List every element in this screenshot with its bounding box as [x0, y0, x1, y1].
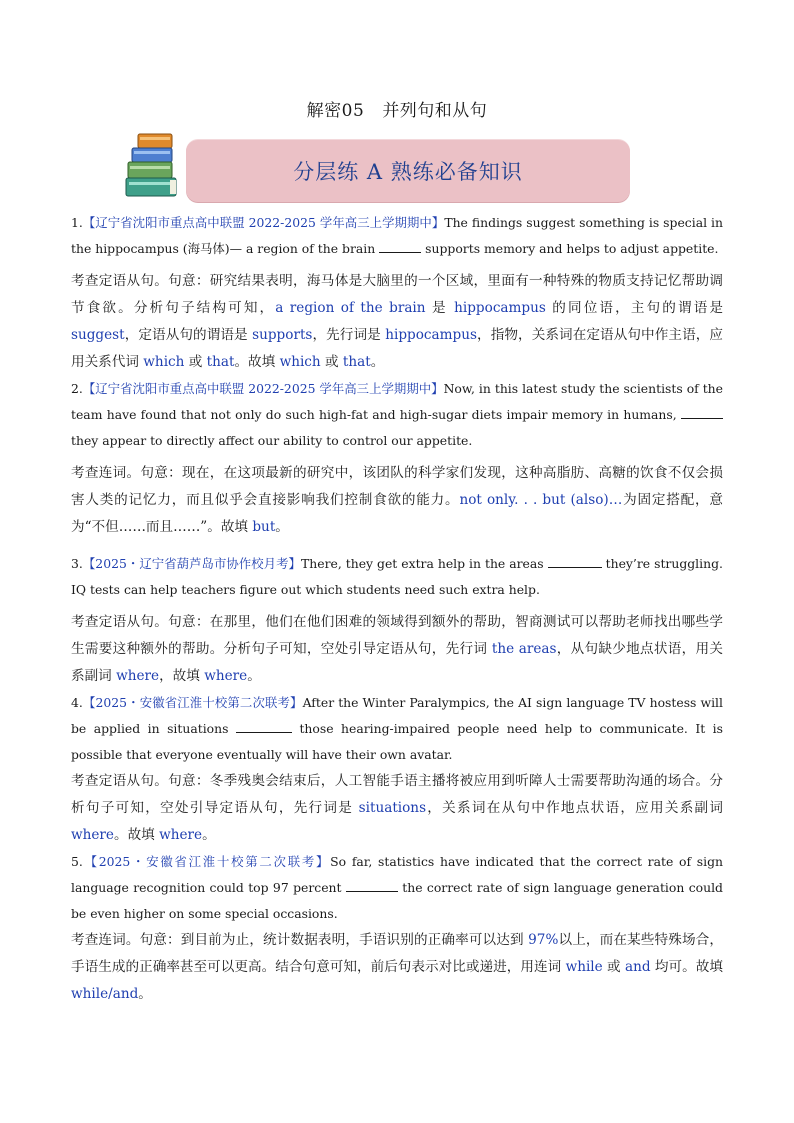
question-source: 【辽宁省沈阳市重点高中联盟 2022-2025 学年高三上学期期中】	[82, 381, 444, 396]
question-number: 4.	[71, 695, 83, 710]
question-source: 【2025・安徽省江淮十校第二次联考】	[82, 854, 331, 869]
analysis-text: ，先行词是	[312, 327, 386, 343]
title-number: 解密05	[306, 101, 365, 121]
question-5	[71, 849, 723, 927]
analysis-text: 。	[138, 986, 152, 1002]
analysis-text: 为固定搭配，意为“不但……而且……”。故填	[71, 492, 724, 535]
analysis-3	[71, 609, 723, 690]
analysis-text: 考查定语从句。句意：在那里，他们在他们困难的领域得到额外的帮助，智商测试可以帮助老师找出哪些学生需要这种额外的帮助。分析句子可知，空处引导定语从句，先行词	[71, 614, 723, 657]
analysis-text: ，从句缺少地点状语，用关系副词	[71, 641, 723, 684]
analysis-term: which	[279, 354, 321, 370]
banner-text: 分层练 A 熟练必备知识	[293, 160, 523, 184]
analysis-text: ，关系词在从句中作地点状语，应用关系副词	[426, 800, 723, 816]
analysis-term: where	[116, 668, 160, 684]
analysis-term: not only. . . but (also)…	[459, 492, 623, 508]
analysis-text: 。	[275, 519, 289, 535]
analysis-term: that	[206, 354, 235, 370]
question-1	[71, 210, 723, 262]
analysis-text: 。故填	[234, 354, 280, 370]
question-source: 【2025・辽宁省葫芦岛市协作校月考】	[82, 556, 301, 571]
question-text-before: The findings suggest something is special in the hippocampus (海马体)— a region of the brain	[71, 215, 723, 256]
question-text-before: Now, in this latest study the scientists of the team have found that not only do such high-fat and high-sugar diets impair memory in humans,	[71, 381, 723, 422]
question-source: 【2025・安徽省江淮十校第二次联考】	[82, 695, 303, 710]
analysis-term: suggest	[71, 327, 125, 343]
answer-blank[interactable]	[548, 555, 602, 568]
analysis-text: 。	[247, 668, 261, 684]
analysis-1	[71, 268, 723, 376]
analysis-term: supports	[252, 327, 313, 343]
books-icon	[124, 132, 186, 202]
analysis-text: 或	[184, 354, 207, 370]
answer-blank[interactable]	[379, 240, 421, 253]
question-text-before: So far, statistics have indicated that the correct rate of sign language recognition could top 97 percent	[71, 854, 723, 895]
analysis-term: the areas	[491, 641, 557, 657]
section-banner	[186, 139, 630, 202]
analysis-term: where	[71, 827, 114, 843]
analysis-text: ，指物，关系词在定语从句中作主语，应用关系代词	[71, 327, 723, 370]
analysis-text: 或	[602, 959, 626, 975]
analysis-term: hippocampus	[385, 327, 477, 343]
question-text-after: they appear to directly affect our ability to control our appetite.	[71, 433, 473, 448]
analysis-text: 考查定语从句。句意：研究结果表明，海马体是大脑里的一个区域，里面有一种特殊的物质支持记忆帮助调节食欲。分析句子结构可知，	[71, 273, 723, 316]
question-number: 2.	[71, 381, 83, 396]
analysis-term: while	[565, 959, 603, 975]
question-number: 1.	[71, 215, 83, 230]
analysis-term: and	[625, 959, 651, 975]
analysis-text: 或	[320, 354, 343, 370]
analysis-term: a region of the brain	[275, 300, 426, 316]
answer-blank[interactable]	[681, 406, 723, 419]
analysis-term: which	[143, 354, 185, 370]
analysis-term: 97%	[528, 932, 559, 948]
analysis-text: 均可。故填	[650, 959, 723, 975]
analysis-text: ，定语从句的谓语是	[124, 327, 253, 343]
analysis-term: that	[342, 354, 371, 370]
analysis-text: 。	[202, 827, 216, 843]
answer-blank[interactable]	[236, 720, 292, 733]
analysis-text: 考查定语从句。句意：冬季残奥会结束后，人工智能手语主播将被应用到听障人士需要帮助沟通的场合。分析句子可知，空处引导定语从句，先行词是	[71, 773, 723, 816]
answer-blank[interactable]	[346, 879, 398, 892]
page-title	[0, 96, 794, 121]
question-text-after: they’re struggling. IQ tests can help teachers figure out which students need such extra help.	[71, 556, 723, 597]
question-2	[71, 376, 723, 454]
analysis-term: where	[159, 827, 203, 843]
analysis-text: 以上，而在某些特殊场合，手语生成的正确率甚至可以更高。结合句意可知，前后句表示对比或递进，用连词	[71, 932, 723, 975]
question-text-after: those hearing-impaired people need help to communicate. It is possible that everyone eventually will have their own avatar.	[71, 721, 723, 762]
question-3	[71, 551, 723, 603]
analysis-text: 的同位语，主句的谓语是	[545, 300, 723, 316]
question-number: 5.	[71, 854, 83, 869]
content	[71, 210, 723, 1008]
question-source: 【辽宁省沈阳市重点高中联盟 2022-2025 学年高三上学期期中】	[82, 215, 445, 230]
analysis-term: where	[204, 668, 248, 684]
analysis-text: 是	[425, 300, 455, 316]
analysis-text: 。故填	[113, 827, 160, 843]
analysis-text: 考查连词。句意：现在，在这项最新的研究中，该团队的科学家们发现，这种高脂肪、高糖的饮食不仅会损害人类的记忆力，而且似乎会直接影响我们控制食欲的能力。	[71, 465, 723, 508]
question-text-after: supports memory and helps to adjust appetite.	[425, 241, 719, 256]
analysis-text: ，故填	[159, 668, 205, 684]
analysis-text: 。	[370, 354, 385, 370]
question-text-after: the correct rate of sign language generation could be even higher on some special occasions.	[71, 880, 723, 921]
title-text: 并列句和从句	[382, 101, 488, 121]
analysis-2	[71, 460, 723, 541]
analysis-term: while/and	[71, 986, 139, 1002]
analysis-term: but	[252, 519, 276, 535]
analysis-5	[71, 927, 723, 1008]
analysis-text: 考查连词。句意：到目前为止，统计数据表明，手语识别的正确率可以达到	[71, 932, 529, 948]
analysis-4	[71, 768, 723, 849]
question-number: 3.	[71, 556, 83, 571]
analysis-term: hippocampus	[454, 300, 546, 316]
question-text-before: There, they get extra help in the areas	[301, 556, 544, 571]
question-4	[71, 690, 723, 768]
question-text-before: After the Winter Paralympics, the AI sign language TV hostess will be applied in situations	[71, 695, 723, 736]
analysis-term: situations	[358, 800, 427, 816]
